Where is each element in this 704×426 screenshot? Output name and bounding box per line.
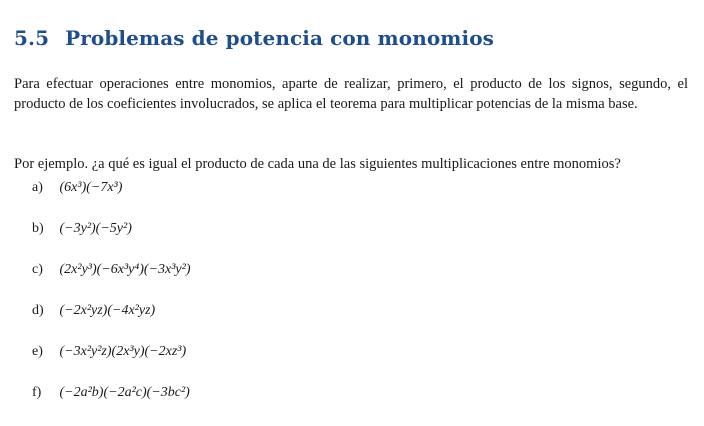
intro-paragraph: Para efectuar operaciones entre monomios, aparte de realizar, primero, el producto de los signos, segundo, el producto de los coeficientes involucrados, se aplica el teorema para multiplicar potencias de la misma base. xyxy=(14,75,688,112)
exercise-expression: (−2a²b)(−2a²c)(−3bc²) xyxy=(59,385,190,400)
exercise-label: b) xyxy=(32,221,44,236)
exercise-expression: (−3x²y²z)(2x³y)(−2xz³) xyxy=(59,344,187,359)
exercise-label: e) xyxy=(32,344,43,359)
exercise-label: a) xyxy=(32,180,43,195)
section-title: Problemas de potencia con monomios xyxy=(65,25,495,50)
exercise-expression: (−2x²yz)(−4x²yz) xyxy=(59,303,156,318)
exercise-item xyxy=(32,177,191,218)
exercise-item xyxy=(32,218,191,259)
section-heading xyxy=(14,26,494,50)
exercise-item xyxy=(32,341,191,382)
exercise-expression: (−3y²)(−5y²) xyxy=(59,221,132,236)
exercise-list xyxy=(32,177,191,423)
exercise-item xyxy=(32,382,191,423)
exercise-expression: (2x²y³)(−6x³y⁴)(−3x³y²) xyxy=(59,262,191,277)
exercise-expression: (6x³)(−7x³) xyxy=(59,180,123,195)
section-number: 5.5 xyxy=(14,25,50,50)
exercise-label: f) xyxy=(32,385,42,400)
exercise-item xyxy=(32,300,191,341)
exercise-label: d) xyxy=(32,303,44,318)
question-paragraph: Por ejemplo. ¿a qué es igual el producto de cada una de las siguientes multiplicaciones entre monomios? xyxy=(14,155,621,172)
exercise-label: c) xyxy=(32,262,43,277)
exercise-item xyxy=(32,259,191,300)
